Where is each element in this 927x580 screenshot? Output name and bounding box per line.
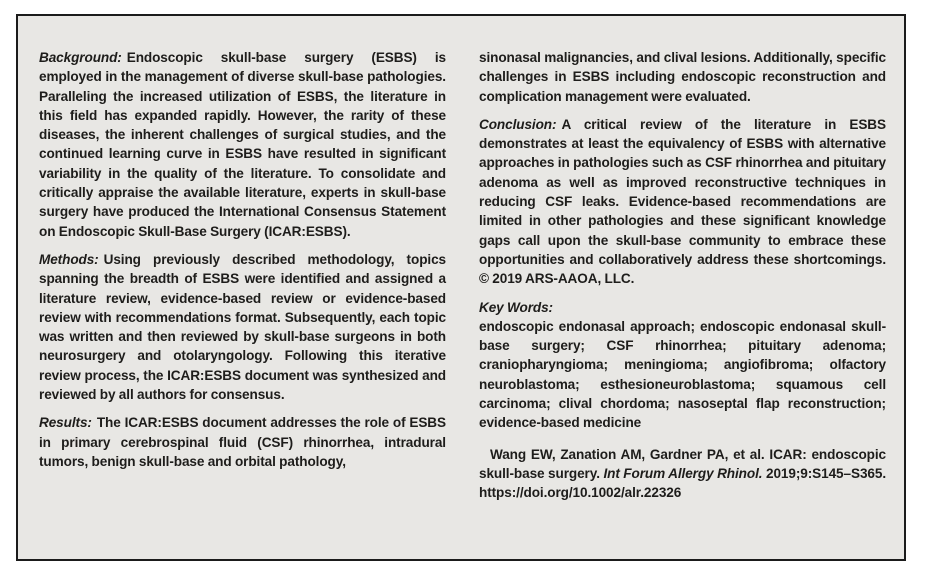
citation: [479, 445, 886, 503]
results-text-left: The ICAR:ESBS document addresses the role of ESBS in primary cerebrospinal fluid (CSF) rhinorrhea, intradural tumors, benign skull-base and orbital pathology,: [39, 415, 446, 469]
conclusion-text: A critical review of the literature in ESBS demonstrates at least the equivalency of ESBS with alternative approaches in pathologies such as CSF rhinorrhea and pituitary adenoma as well as improved reconstructive techniques in reducing CSF leaks. Evidence-based recommendations are limited in other pathologies and these significant knowledge gaps call upon the skull-base community to embrace these opportunities and collaboratively address these shortcomings. © 2019 ARS-AAOA, LLC.: [479, 116, 886, 287]
methods-label: Methods:: [39, 251, 99, 267]
citation-journal: Int Forum Allergy Rhinol.: [603, 465, 763, 481]
results-section-start: [39, 413, 446, 471]
right-column: [479, 48, 886, 549]
results-section-continuation: [479, 48, 886, 106]
citation-authors: Wang EW, Zanation AM, Gardner PA, et al. ICAR: endoscopic skull-base surgery.: [479, 446, 886, 481]
background-text: Endoscopic skull-base surgery (ESBS) is employed in the management of diverse skull-base pathologies. Paralleling the increased utilization of ESBS, the literature in this field has expanded rapidly. However, the rarity of these diseases, the inherent challenges of surgical studies, and the continued learning curve in ESBS have resulted in significant variability in the quality of the literature. To consolidate and critically appraise the available literature, experts in skull-base surgery have produced the International Consensus Statement on Endoscopic Skull-Base Surgery (ICAR:ESBS).: [39, 50, 446, 239]
keywords-label: Key Words:: [479, 299, 553, 315]
conclusion-label: Conclusion:: [479, 116, 557, 132]
keywords-text: endoscopic endonasal approach; endoscopic endonasal skull-base surgery; CSF rhinorrhea; pituitary adenoma; craniopharyngioma; meningioma; angiofibroma; olfactory neuroblastoma; esthesioneuroblastoma; squamous cell carcinoma; clival chordoma; nasoseptal flap reconstruction; evidence-based medicine: [479, 318, 886, 431]
background-section: [39, 48, 446, 241]
methods-section: [39, 250, 446, 404]
conclusion-section: [479, 115, 886, 289]
methods-text: Using previously described methodology, topics spanning the breadth of ESBS were identified and assigned a literature review, evidence-based review or evidence-based review with recommendations format. Subsequently, each topic was written and then reviewed by skull-base surgeons in both neurosurgery and otolaryngology. Following this iterative review process, the ICAR:ESBS document was synthesized and reviewed by all authors for consensus.: [39, 251, 446, 403]
abstract-panel: [16, 14, 906, 561]
results-text-right: sinonasal malignancies, and clival lesions. Additionally, specific challenges in ESBS including endoscopic reconstruction and complication management were evaluated.: [479, 50, 886, 104]
keywords-section: [479, 298, 886, 433]
left-column: [39, 48, 446, 549]
results-label: Results:: [39, 415, 92, 431]
citation-reference: 2019;9:S145–S365. https://doi.org/10.1002/alr.22326: [479, 465, 887, 501]
background-label: Background:: [39, 50, 122, 65]
two-column-layout: [39, 48, 886, 549]
